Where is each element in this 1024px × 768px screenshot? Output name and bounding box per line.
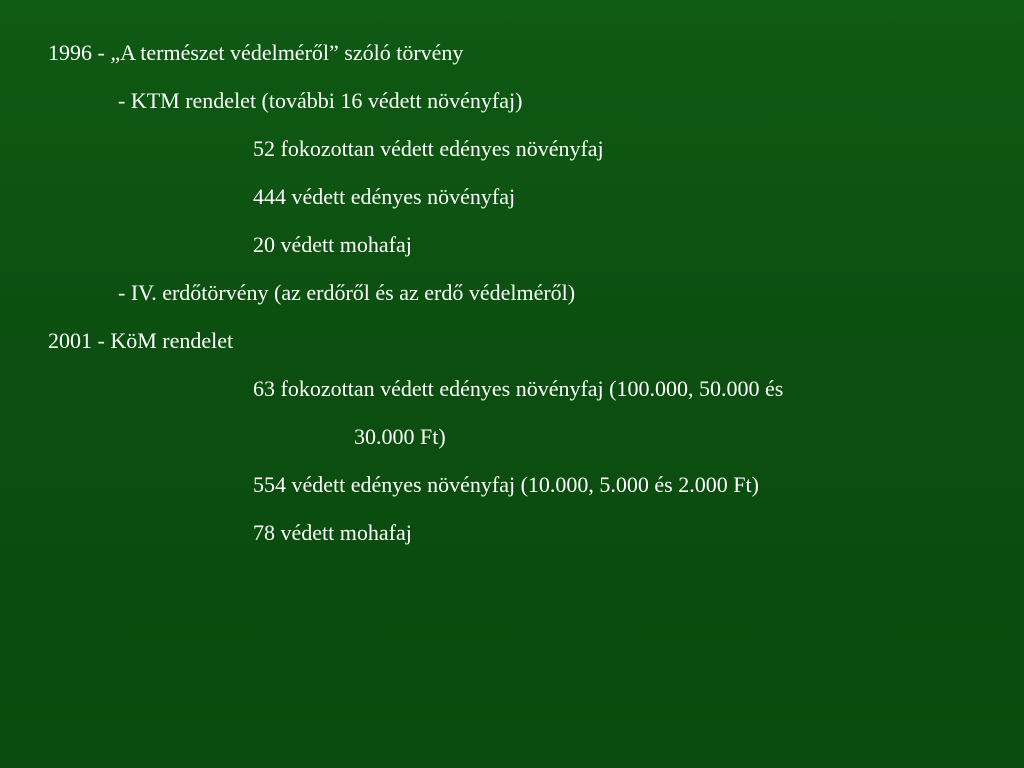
- strictly-protected-2001: 63 fokozottan védett edényes növényfaj (100.000, 50.000 és: [253, 376, 784, 401]
- ktm-decree-line: - KTM rendelet (további 16 védett növényfaj): [118, 88, 523, 113]
- protected-mosses-1996: 20 védett mohafaj: [253, 232, 412, 257]
- protected-mosses-2001: 78 védett mohafaj: [253, 520, 412, 545]
- forest-law-line: - IV. erdőtörvény (az erdőről és az erdő védelméről): [118, 280, 576, 305]
- kom-decree-2001-heading: 2001 - KöM rendelet: [48, 328, 234, 353]
- strictly-protected-2001-cont: 30.000 Ft): [354, 424, 446, 449]
- protected-plants-1996: 444 védett edényes növényfaj: [253, 184, 516, 209]
- law-1996-heading: 1996 - „A természet védelméről” szóló törvény: [48, 40, 464, 65]
- protected-plants-2001: 554 védett edényes növényfaj (10.000, 5.000 és 2.000 Ft): [253, 472, 759, 497]
- strictly-protected-1996: 52 fokozottan védett edényes növényfaj: [253, 136, 604, 161]
